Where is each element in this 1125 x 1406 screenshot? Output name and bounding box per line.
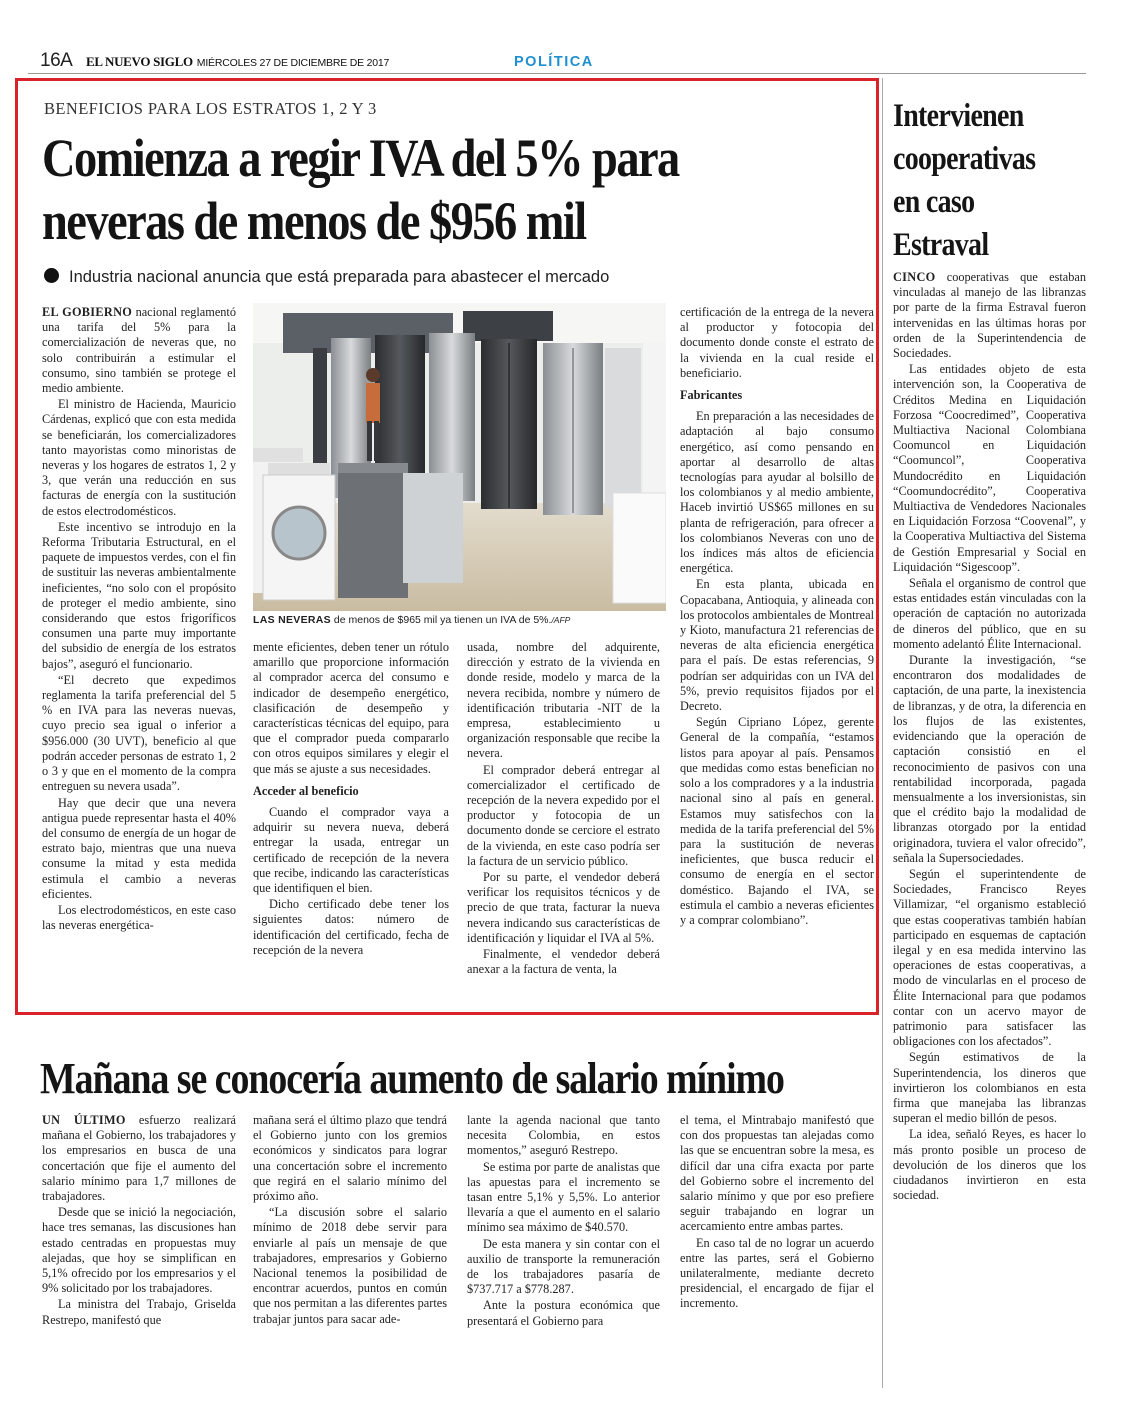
caption-lead: LAS NEVERAS [253, 614, 331, 626]
paragraph [42, 1113, 236, 1204]
paragraph: certificación de la entrega de la nevera al productor y fotocopia del documento donde conste el estrato de la vivienda en la cual reside el beneficiario. [680, 305, 874, 380]
subheading: Acceder al beneficio [253, 783, 359, 798]
paragraph: Finalmente, el vendedor deberá anexar a la factura de venta, la [467, 947, 660, 977]
paragraph: Durante la investigación, “se encontraron dos modalidades de captación, de una parte, la inexistencia de libranzas, y de otra, la diferencia en los flujos de las existentes, evidenciando que la operación de captación consistió en el reconocimiento de pasivos con una rentabilidad incorporada, pagada mensualmente a los inversionistas, sin que el crédito bajo la modalidad de libranzas otorgado por la entidad originadora, tuviera el valor ofrecido”, señala la Supersociedades. [893, 653, 1086, 865]
section-label: POLÍTICA [514, 54, 594, 70]
paragraph: lante la agenda nacional que tanto necesita Colombia, en estos momentos,” aseguró Restrepo. [467, 1113, 660, 1158]
kicker: BENEFICIOS PARA LOS ESTRATOS 1, 2 Y 3 [44, 99, 377, 118]
paragraph: Las entidades objeto de esta intervención son, la Cooperativa de Créditos Medina en Liquidación Forzosa “Coocredimed”, Cooperativa Multiactiva Nacional Colombiana Coomuncol en Liquidación “Coomuncol”, Cooperativa Mundocrédito en Liquidación “Coomundocrédito”, Cooperativa Multiactiva de Vendedores Nacionales en Liquidación Forzosa “Coovenal”, y la Cooperativa Multiactiva del Sistema de Gestión Empresarial y Social en Liquidación “Sigescoop”. [893, 362, 1086, 574]
paragraph: usada, nombre del adquirente, dirección y estrato de la vivienda en donde reside, modelo y marca de la nevera recibida, nombre y número de identificación tributaria -NIT de la empresa, establecimiento u organización responsable que recibe la nevera. [467, 640, 660, 761]
paragraph: mente eficientes, deben tener un rótulo amarillo que proporcione información al comprador acerca del consumo e indicador de desempeño energético, clasificación de desempeño y características técnicas del equipo, para que el comprador pueda compararlo con otros equipos similares y elegir el que más se ajuste a sus necesidades. [253, 640, 449, 776]
main-column-3 [467, 640, 660, 978]
bottom-column-3 [467, 1113, 660, 1330]
paragraph-text: esfuerzo realizará mañana el Gobierno, los trabajadores y los empresarios en busca de una concertación que fije el aumento del salario mínimo para 1,7 millones de trabajadores. [42, 1113, 236, 1204]
subtitle [44, 268, 609, 287]
bottom-column-1 [42, 1113, 236, 1329]
paragraph [893, 270, 1086, 361]
photo-caption [253, 614, 673, 626]
page-number: 16A [40, 50, 73, 71]
header-rule [28, 73, 1086, 74]
headline-line-1: Comienza a regir IVA del 5% para [42, 128, 679, 188]
paragraph: La idea, señaló Reyes, es hacer lo más pronto posible un proceso de devolución de los dineros que los ciudadanos invirtieron en esta sociedad. [893, 1127, 1086, 1203]
paragraph: Ante la postura económica que presentará el Gobierno para [467, 1298, 660, 1328]
side-column [893, 270, 1086, 1204]
paragraph: Se estima por parte de analistas que las apuestas para el incremento se tasan entre 5,1% y 5,5%. Lo anterior llevaría a que el aumento en el salario mínimo sea máximo de $40.570. [467, 1159, 660, 1235]
lead-words: UN ÚLTIMO [42, 1113, 126, 1127]
lead-words: EL GOBIERNO [42, 305, 133, 319]
lead-words: CINCO [893, 270, 936, 284]
paragraph: Según estimativos de la Superintendencia, los dineros que invirtieron los colombianos en esta firma que manejaba las libranzas superan el medio billón de pesos. [893, 1050, 1086, 1126]
bottom-headline: Mañana se conocería aumento de salario mínimo [40, 1054, 784, 1103]
paragraph: Desde que se inició la negociación, hace tres semanas, las discusiones han estado centradas en propuestas muy alejadas, que hoy se simplifican en 5,1% ofrecido por los empresarios y el 9% solicitado por los trabajadores. [42, 1205, 236, 1296]
issue-date: MIÉRCOLES 27 DE DICIEMBRE DE 2017 [196, 57, 390, 69]
bottom-column-4 [680, 1113, 874, 1313]
paragraph: “El decreto que expedimos reglamenta la tarifa preferencial del 5 % en IVA para las neveras nuevas, cuyo precio sea igual o inferior a $956.000 (30 UVT), beneficio al que podrán acceder personas de estrato 1, 2 o 3 y que en el momento de la compra entreguen su nevera usada”. [42, 672, 236, 794]
paragraph [42, 305, 236, 396]
paragraph: “La discusión sobre el salario mínimo de 2018 debe servir para enviarle al país un mensaje de que trabajadores, empresarios y Gobierno Nacional tenemos la posibilidad de encontrar acuerdos, puntos en común que nos permitan a las diferentes partes trabajar juntos para sacar ade- [253, 1205, 447, 1326]
paragraph: Este incentivo se introdujo en la Reforma Tributaria Estructural, en el paquete de impuestos verdes, con el fin de sustituir las neveras ambientalmente ineficientes, “no solo con el propósito de proteger el medio ambiente, sino considerando que estos frigoríficos consumen una parte muy importante del subsidio de energía de los estratos bajos”, aseguró el funcionario. [42, 519, 236, 671]
bullet-icon [44, 268, 59, 283]
paragraph: Cuando el comprador vaya a adquirir su nevera nueva, deberá entregar la usada, entregar un certificado de recepción de la nevera que recibe, indicando las características que identifiquen el bien. [253, 805, 449, 896]
paragraph: Hay que decir que una nevera antigua puede representar hasta el 40% del consumo de energía de un hogar de estrato bajo, mientras que una nueva consume la mitad y esta medida estimula el cambio a neveras eficientes. [42, 795, 236, 901]
paragraph: La ministra del Trabajo, Griselda Restrepo, manifestó que [42, 1297, 236, 1327]
paragraph: Según el superintendente de Sociedades, Francisco Reyes Villamizar, “el organismo estableció que estas cooperativas también habían participado en esquemas de captación ilegal y en esa medida intervino las operaciones de estas cooperativas, a modo de vincularlas en el proceso de Élite Internacional para que podamos contar con un acervo mayor de patrimonio para satisfacer las obligaciones con los afectados”. [893, 866, 1086, 1049]
photo-illustration [253, 303, 666, 611]
main-headline [42, 127, 756, 253]
headline-line-2: neveras de menos de $956 mil [42, 191, 586, 251]
main-column-2 [253, 640, 449, 959]
bottom-column-2 [253, 1113, 447, 1328]
subtitle-text: Industria nacional anuncia que está preparada para abastecer el mercado [69, 268, 610, 286]
paragraph-text: cooperativas que estaban vinculadas al manejo de las libranzas por parte de la firma Estraval fueron intervenidas en las últimas horas por orden de la Superintendencia de Sociedades. [893, 270, 1086, 361]
column-rule [882, 78, 883, 1388]
main-column-4 [680, 305, 874, 929]
paragraph: En esta planta, ubicada en Copacabana, Antioquia, y alineada con los protocolos ambientales de Montreal y Kioto, manufactura 21 referencias de neveras de alta eficiencia energética para el país. De estas referencias, 9 podrían ser adquiridas con un IVA del 5%, previo requisitos fijados por el Decreto. [680, 577, 874, 714]
paragraph: Por su parte, el vendedor deberá verificar los requisitos técnicos y de precio de que trata, facturar la nueva nevera indicando sus características de identificación y liquidar el IVA al 5%. [467, 870, 660, 945]
paragraph: De esta manera y sin contar con el auxilio de transporte la remuneración de los trabajadores pasaría de $737.717 a $778.287. [467, 1236, 660, 1297]
caption-text: de menos de $965 mil ya tienen un IVA de 5%. [330, 614, 552, 626]
paragraph: En caso tal de no lograr un acuerdo entre las partes, será el Gobierno unilateralmente, mediante decreto presidencial, el encargado de fijar el incremento. [680, 1235, 874, 1311]
paragraph: Los electrodomésticos, en este caso las neveras energética- [42, 902, 236, 933]
paragraph: el tema, el Mintrabajo manifestó que con dos propuestas tan alejadas como las que se encuentran sobre la mesa, es difícil dar una cifra exacta por parte del Gobierno sobre el incremento del salario mínimo y que por eso prefiere seguir trabajando en lograr un acercamiento entre ambas partes. [680, 1113, 874, 1234]
masthead [86, 54, 389, 70]
paragraph: El ministro de Hacienda, Mauricio Cárdenas, explicó que con esta medida se beneficiarán, los comercializadores tanto mayoristas como minoristas de neveras y los hogares de estratos 1, 2 y 3, que verán una reducción en sus facturas de energía con la sustitución de estos electrodomésticos. [42, 397, 236, 518]
paragraph-text: nacional reglamentó una tarifa del 5% para la comercialización de neveras que, no solo contribuirán a estimular el consumo, sino también se protege el medio ambiente. [42, 305, 236, 396]
photo-credit: /AFP [551, 615, 571, 625]
subheading: Fabricantes [680, 388, 743, 403]
paragraph: En preparación a las necesidades de adaptación al bajo consumo energético, así como pensando en aportar al desarrollo de altas tecnologías para ayudar al bolsillo de los colombianos y al medio ambiente, Haceb invirtió US$65 millones en su planta de refrigeración, para ofrecer a los colombianos Neveras con uno de los índices más altos de eficiencia energética. [680, 409, 874, 576]
paragraph: Dicho certificado debe tener los siguientes datos: número de identificación del certificado, fecha de recepción de la nevera [253, 897, 449, 957]
paragraph: mañana será el último plazo que tendrá el Gobierno junto con los gremios económicos y sindicatos para lograr una concertación sobre el incremento que regirá en el salario mínimo del próximo año. [253, 1113, 447, 1204]
main-column-1 [42, 305, 236, 934]
newspaper-name: EL NUEVO SIGLO [86, 54, 193, 69]
paragraph: El comprador deberá entregar al comercializador el certificado de recepción de la nevera expedido por el productor y fotocopia de un documento donde se cerciore el estrato de la vivienda, en este caso podría ser la factura de un servicio público. [467, 762, 660, 868]
paragraph: Señala el organismo de control que estas entidades están vinculadas con la operación de captación no autorizada de dineros del público, que en su momento adelantó Élite Internacional. [893, 576, 1086, 651]
side-headline: Intervienen cooperativas en caso Estraval [893, 98, 1036, 263]
paragraph: Según Cipriano López, gerente General de la compañía, “estamos listos para apoyar al país. Pensamos que medidas como estas benefician no solo a los compradores y a la industria nacional sino al país en general. Estamos muy satisfechos con la medida de la tarifa preferencial del 5% para la sustitución de neveras ineficientes, que busca reducir el consumo de energía en el sector doméstico. Bajando el IVA, se estimula el cambio a neveras eficientes y a comprar colombiano”. [680, 715, 874, 927]
appliance-store-photo [253, 303, 666, 611]
